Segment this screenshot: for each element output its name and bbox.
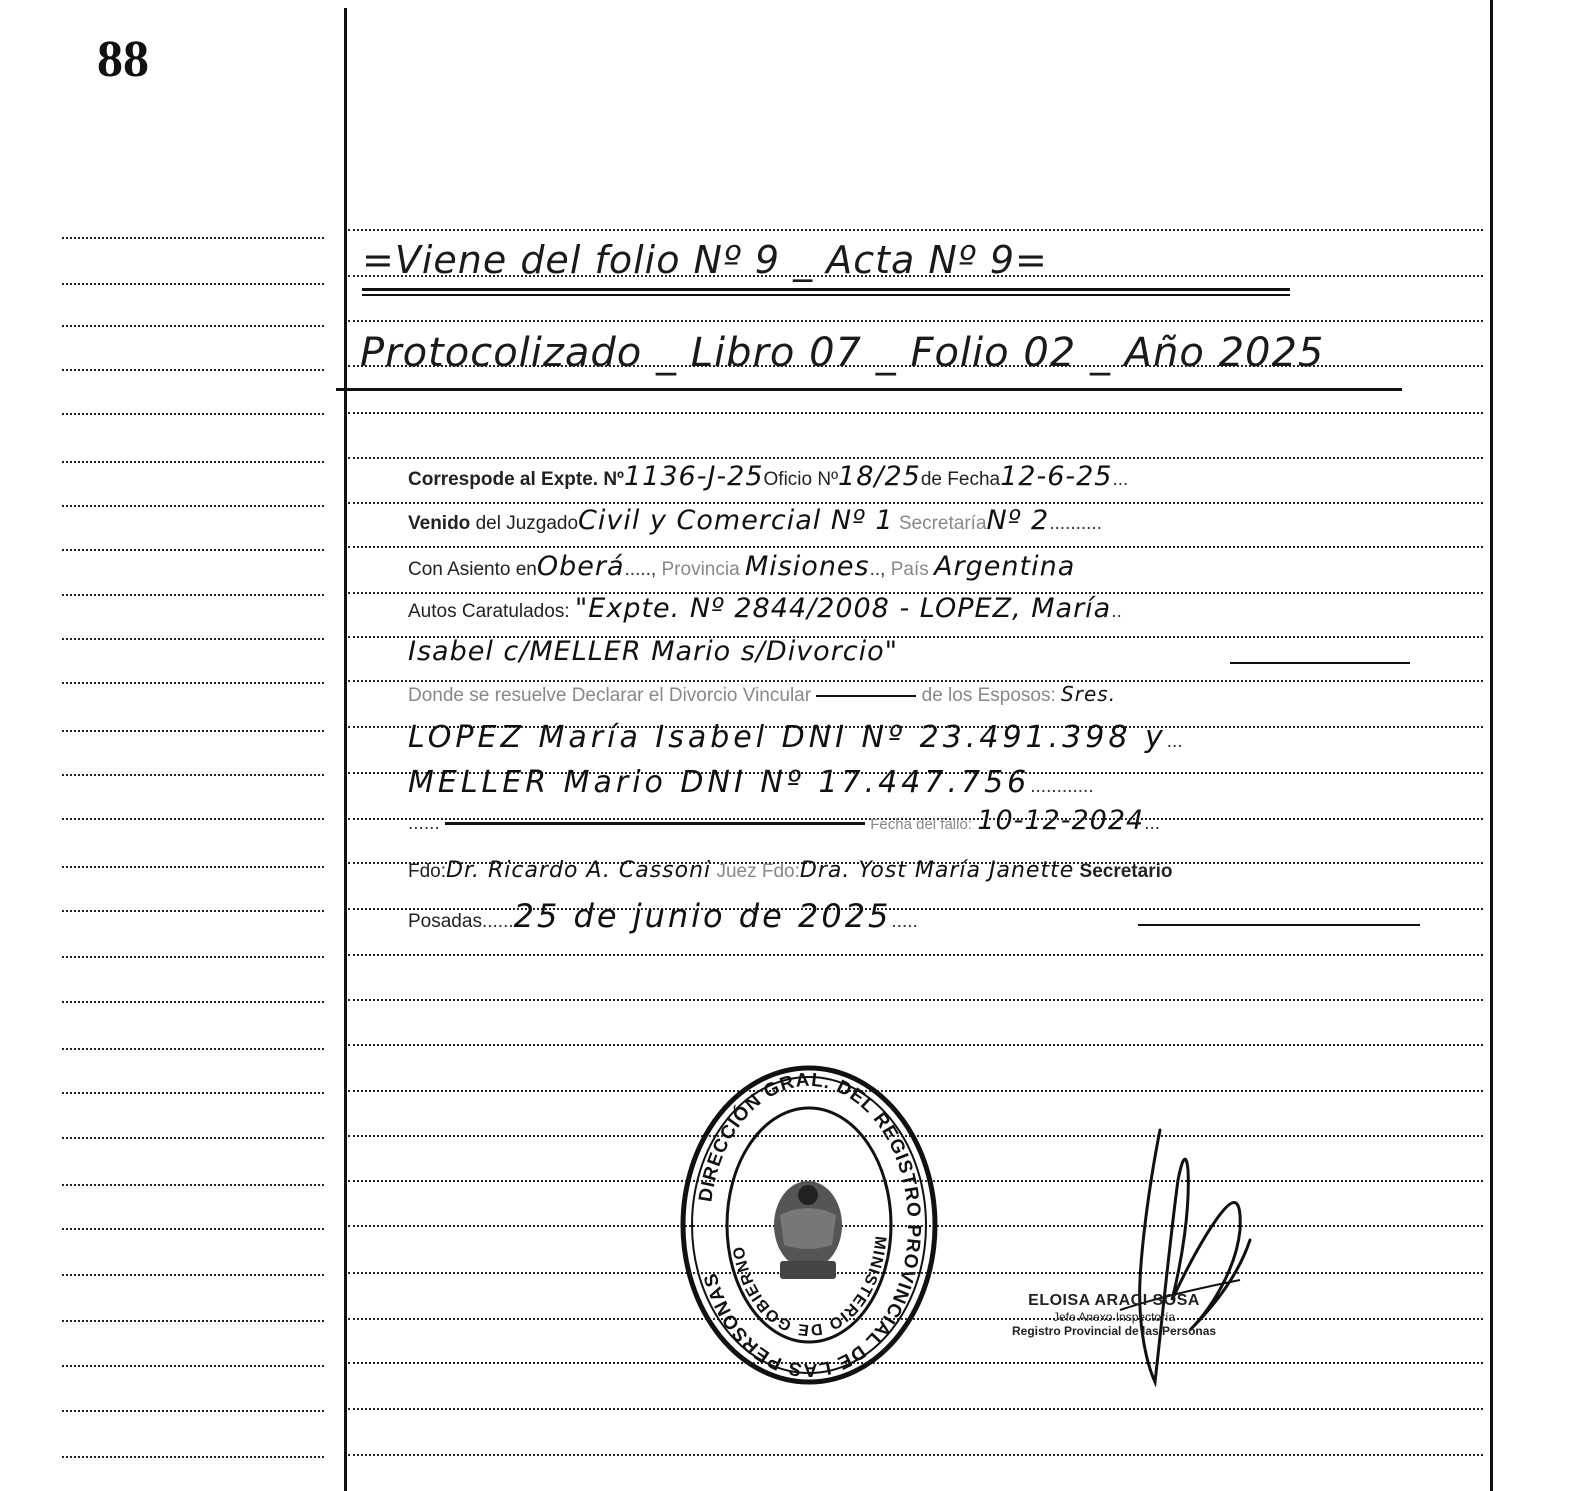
rule	[62, 1137, 324, 1139]
header-underline-1b	[362, 294, 1290, 296]
form-line-firmas	[408, 858, 1172, 883]
form-line-asiento	[408, 551, 1075, 582]
resuelve-label: Donde se resuelve Declarar el Divorcio Vincular	[408, 685, 812, 706]
filler-dots: ......	[481, 911, 514, 932]
rule	[62, 818, 324, 820]
fallo-value: 10-12-2024	[977, 805, 1145, 836]
asiento-label: Con Asiento en	[408, 559, 537, 580]
header-underline-2	[336, 388, 1402, 391]
signatory-title: Jefe Anexo Inspectoría	[1053, 1310, 1176, 1324]
juez-label: Juez	[716, 861, 757, 882]
rule	[62, 866, 324, 868]
rule	[348, 412, 1483, 414]
esposos-label: de los Esposos:	[921, 685, 1056, 706]
filler-dots: ...	[1166, 731, 1183, 752]
header-underline-1	[362, 288, 1290, 291]
secretario-label: Secretario	[1079, 861, 1173, 882]
fdo-label: Fdo:	[408, 861, 447, 882]
rule	[62, 505, 324, 507]
form-line-autos	[408, 593, 1122, 624]
pais-label: País	[890, 559, 929, 580]
signatory-name: ELOISA ARACI SOSA	[1028, 1292, 1200, 1309]
provincia-value: Misiones	[744, 551, 870, 582]
spouse-2: MELLER Mario DNI Nº 17.447.756	[408, 765, 1031, 800]
fallo-strike	[445, 822, 865, 825]
rule	[62, 638, 324, 640]
rule	[348, 1408, 1483, 1410]
esposos-mark: Sres.	[1061, 682, 1117, 706]
rule	[62, 1001, 324, 1003]
juzgado-value: Civil y Comercial Nº 1	[578, 505, 894, 536]
rule	[62, 283, 324, 285]
secretaria-value: Nº 2	[986, 505, 1050, 536]
rule	[348, 999, 1483, 1001]
venido-label: Venido	[408, 513, 471, 534]
filler-dots: ..,	[869, 559, 886, 580]
filler-dots: ......	[408, 813, 440, 834]
rule	[62, 774, 324, 776]
form-line-autos-cont	[408, 636, 898, 667]
rule	[348, 546, 1483, 548]
signatory-office: Registro Provincial de las Personas	[1012, 1324, 1217, 1338]
secretaria-label: Secretaría	[898, 513, 987, 534]
asiento-value: Oberá	[536, 551, 625, 582]
seal-graphic	[680, 1065, 938, 1385]
rule	[348, 1044, 1483, 1046]
juez-value: Dr. Ricardo A. Cassoni	[446, 858, 712, 883]
rule	[62, 1092, 324, 1094]
rule	[62, 594, 324, 596]
resuelve-strike	[816, 695, 916, 697]
posadas-label: Posadas	[408, 911, 482, 932]
fecha-value: 12-6-25	[1000, 461, 1113, 492]
rule	[62, 237, 324, 239]
fallo-label: Fecha del fallo:	[870, 816, 972, 833]
rule	[62, 369, 324, 371]
rule	[348, 229, 1483, 231]
rule	[62, 1410, 324, 1412]
filler-dots: ..........	[1049, 513, 1102, 534]
spouse-1: LOPEZ María Isabel DNI Nº 23.491.398 y	[408, 720, 1167, 755]
autos-end-line	[1230, 662, 1410, 664]
form-line-posadas	[408, 897, 918, 935]
seal-outer-text: DIRECCIÓN GRAL. DEL REGISTRO PROVINCIAL DE LAS PERSONAS	[695, 1069, 925, 1381]
rule	[348, 954, 1483, 956]
posadas-value: 25 de junio de 2025	[513, 897, 892, 935]
provincia-label: Provincia	[661, 559, 740, 580]
seal-emblem	[774, 1181, 842, 1279]
form-line-expte	[408, 461, 1128, 492]
filler-dots: .....,	[624, 559, 657, 580]
header-line-2: Protocolizado _ Libro 07 _ Folio 02 _ Año 2025	[360, 330, 1325, 376]
filler-dots: .....	[891, 911, 918, 932]
rule	[62, 1456, 324, 1458]
form-line-resuelve	[408, 682, 1116, 707]
form-line-spouse-2	[408, 765, 1094, 800]
rule	[348, 457, 1483, 459]
autos-label: Autos Caratulados:	[408, 601, 570, 622]
rule	[62, 1365, 324, 1367]
form-line-juzgado	[408, 505, 1102, 536]
filler-dots: ...	[1144, 813, 1161, 834]
rule	[62, 682, 324, 684]
rule	[348, 1454, 1483, 1456]
header-line-1: =Viene del folio Nº 9 _ Acta Nº 9=	[362, 238, 1048, 282]
right-border	[1490, 0, 1493, 1491]
form-line-spouse-1	[408, 720, 1183, 755]
margin-divider	[344, 8, 347, 1491]
expte-label: Correspode al Expte. Nº	[408, 469, 624, 490]
official-seal-stamp	[680, 1065, 938, 1385]
rule	[62, 413, 324, 415]
rule	[62, 910, 324, 912]
juzgado-label: del Juzgado	[475, 513, 579, 534]
pais-value: Argentina	[934, 551, 1076, 582]
signature-block	[1012, 1292, 1216, 1338]
autos-value-1: "Expte. Nº 2844/2008 - LOPEZ, María	[574, 593, 1112, 624]
expte-value: 1136-J-25	[624, 461, 764, 492]
rule	[62, 461, 324, 463]
handwritten-signature	[1090, 1120, 1270, 1390]
seal-inner-text: MINISTERIO DE GOBIERNO	[730, 1235, 889, 1339]
rule	[62, 1048, 324, 1050]
rule	[348, 320, 1483, 322]
filler-dots: ............	[1030, 776, 1094, 797]
autos-value-2: Isabel c/MELLER Mario s/Divorcio"	[408, 636, 899, 667]
rule	[62, 1184, 324, 1186]
posadas-end-line	[1138, 924, 1420, 926]
form-line-fallo	[408, 805, 1160, 836]
fecha-label: de Fecha	[920, 469, 1001, 490]
rule	[62, 325, 324, 327]
rule	[62, 956, 324, 958]
secretario-value: Dra. Yost María Janette	[799, 858, 1075, 883]
filler-dots: ..	[1111, 601, 1122, 622]
rule	[348, 502, 1483, 504]
rule	[62, 730, 324, 732]
rule	[62, 1274, 324, 1276]
oficio-label: Oficio Nº	[763, 469, 839, 490]
page-number: 88	[97, 31, 149, 88]
fdo2-label: Fdo:	[761, 861, 800, 882]
oficio-value: 18/25	[838, 461, 921, 492]
rule	[62, 549, 324, 551]
rule	[62, 1228, 324, 1230]
rule	[62, 1320, 324, 1322]
filler-dots: ...	[1112, 469, 1129, 490]
